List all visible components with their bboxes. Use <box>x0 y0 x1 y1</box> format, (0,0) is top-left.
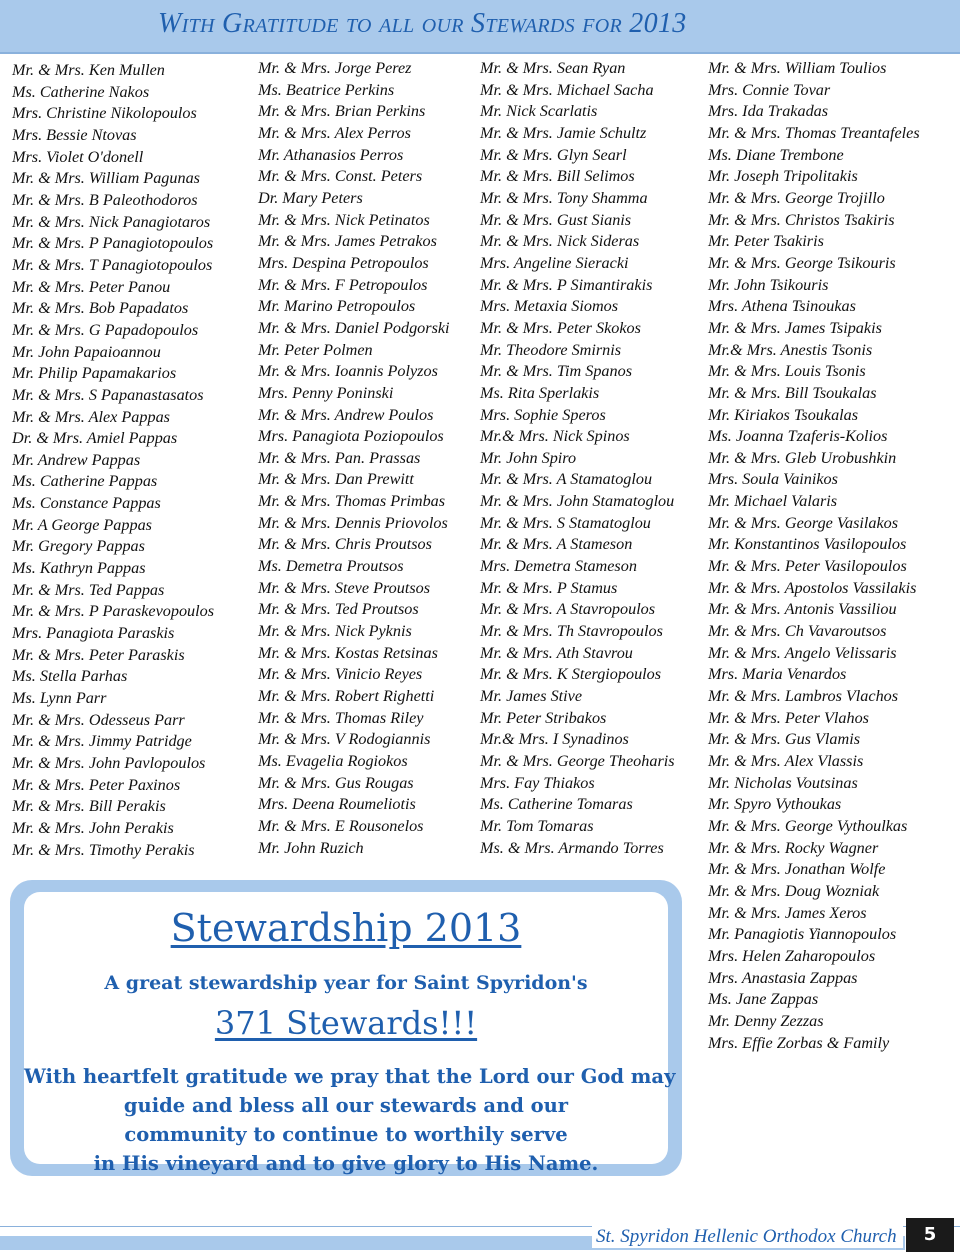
steward-name: Mr. & Mrs. Ath Stavrou <box>480 643 633 662</box>
steward-name: Mr. Joseph Tripolitakis <box>708 167 858 186</box>
steward-name: Mr. & Mrs. James Xeros <box>708 903 867 922</box>
steward-name: Ms. Catherine Pappas <box>12 472 158 491</box>
steward-name: Ms. Catherine Nakos <box>12 82 150 101</box>
steward-name: Mr. Athanasios Perros <box>258 145 404 164</box>
steward-name: Mr. & Mrs. T Panagiotopoulos <box>12 255 213 274</box>
steward-name: Mrs. Metaxia Siomos <box>480 297 619 316</box>
steward-name: Ms. Catherine Tomaras <box>480 795 633 814</box>
steward-name: Mr. & Mrs. Doug Wozniak <box>708 881 880 900</box>
steward-name: Mr. John Tsikouris <box>708 275 829 294</box>
steward-name: Mr. & Mrs. Bill Selimos <box>480 167 635 186</box>
steward-name: Mr. & Mrs. P Stamus <box>480 578 618 597</box>
steward-name: Mr. & Mrs. George Theoharis <box>480 752 675 770</box>
steward-name: Mr. John Papaioannou <box>12 342 161 361</box>
steward-name: Mr. John Ruzich <box>258 838 364 857</box>
steward-name: Mr. & Mrs. V Rodogiannis <box>258 730 431 749</box>
steward-name: Mrs. Effie Zorbas & Family <box>708 1033 890 1052</box>
steward-name: Mr. & Mrs. Vinicio Reyes <box>258 665 423 684</box>
steward-name: Mrs. Despina Petropoulos <box>258 253 429 272</box>
stewardship-callout-inner <box>24 892 676 1175</box>
steward-name: Mr. & Mrs. P Panagiotopoulos <box>12 234 214 253</box>
gratitude-line: guide and bless all our stewards and our <box>123 1094 569 1117</box>
steward-name: Ms. Rita Sperlakis <box>480 383 600 402</box>
steward-name: Mr.& Mrs. Anestis Tsonis <box>708 340 873 359</box>
steward-name: Mr. & Mrs. James Tsipakis <box>708 318 882 337</box>
steward-name: Mr. & Mrs. Gust Sianis <box>480 210 632 229</box>
steward-name: Mr. & Mrs. A Stamatoglou <box>480 470 653 489</box>
steward-name: Mr. & Mrs. Nick Sideras <box>480 232 640 251</box>
steward-name: Mr. & Mrs. Nick Petinatos <box>258 210 430 229</box>
steward-name: Mr. & Mrs. Const. Peters <box>258 167 423 186</box>
steward-name: Mr. & Mrs. Thomas Riley <box>258 708 424 727</box>
footer-church-name: St. Spyridon Hellenic Orthodox Church <box>592 1226 903 1248</box>
gratitude-line: With heartfelt gratitude we pray that the Lord our God may <box>24 1065 676 1088</box>
steward-name: Mr. & Mrs. Peter Panou <box>12 277 171 296</box>
steward-name: Ms. Demetra Proutsos <box>258 557 404 576</box>
steward-name: Mrs. Athena Tsinoukas <box>708 297 856 316</box>
steward-name: Mr. Peter Stribakos <box>480 708 607 727</box>
steward-name: Mr. & Mrs. Bill Tsoukalas <box>708 383 877 402</box>
steward-name: Mr. & Mrs. William Toulios <box>708 59 887 77</box>
steward-name: Mr. & Mrs. Jorge Perez <box>258 59 412 77</box>
steward-name: Mr. & Mrs. Nick Pyknis <box>258 622 412 641</box>
steward-name: Mrs. Fay Thiakos <box>480 773 595 792</box>
steward-name: Mrs. Angeline Sieracki <box>480 253 629 272</box>
steward-name: Mr. & Mrs. Gleb Urobushkin <box>708 448 897 467</box>
steward-name: Ms. Kathryn Pappas <box>12 559 146 578</box>
steward-name: Mrs. Christine Nikolopoulos <box>12 104 197 123</box>
steward-name: Mr. Andrew Pappas <box>12 450 141 469</box>
steward-name: Mr. & Mrs. Tony Shamma <box>480 188 648 207</box>
steward-name: Mr. & Mrs. Andrew Poulos <box>258 405 434 424</box>
steward-name: Mr. & Mrs. Brian Perkins <box>258 102 426 121</box>
steward-name: Mr. Peter Tsakiris <box>708 232 824 251</box>
steward-name: Mr. & Mrs. Thomas Treantafeles <box>708 123 920 142</box>
steward-name: Mr. & Mrs. Ted Pappas <box>12 580 165 599</box>
steward-name: Mr. & Mrs. Dennis Priovolos <box>258 513 448 532</box>
steward-name: Mr. & Mrs. Ch Vavaroutsos <box>708 622 887 641</box>
steward-name: Mr. & Mrs. Th Stavropoulos <box>480 622 663 641</box>
steward-name: Mr. & Mrs. Steve Proutsos <box>258 578 431 597</box>
steward-name: Mr. & Mrs. William Pagunas <box>12 169 200 188</box>
steward-name: Mr. & Mrs. Nick Panagiotaros <box>12 212 211 231</box>
steward-name: Mr. & Mrs. George Tsikouris <box>708 253 896 272</box>
steward-name: Mr. & Mrs. S Stamatoglou <box>480 513 651 532</box>
steward-name: Mr. & Mrs. Pan. Prassas <box>258 448 421 467</box>
steward-name: Mr. & Mrs. George Trojillo <box>708 188 885 207</box>
steward-name: Mr. & Mrs. A Stameson <box>480 535 633 554</box>
steward-name: Mr. & Mrs. E Rousonelos <box>258 816 424 835</box>
steward-name: Mr. & Mrs. Alex Pappas <box>12 407 170 426</box>
steward-name: Mr. Gregory Pappas <box>12 537 145 556</box>
page-title: With Gratitude to all our Stewards for 2013 <box>158 8 687 39</box>
steward-name: Mrs. Bessie Ntovas <box>12 125 137 144</box>
steward-name: Mr. & Mrs. Peter Vlahos <box>708 708 869 727</box>
steward-name: Mr. Spyro Vythoukas <box>708 795 842 814</box>
steward-name: Mr. & Mrs. Rocky Wagner <box>708 838 879 857</box>
steward-name: Mr. & Mrs. Kostas Retsinas <box>258 643 438 662</box>
steward-name: Mr.& Mrs. Nick Spinos <box>480 427 630 446</box>
steward-name: Ms. Joanna Tzaferis-Kolios <box>708 427 888 446</box>
steward-name: Mrs. Sophie Speros <box>480 405 606 424</box>
steward-name: Mr. & Mrs. G Papadopoulos <box>12 320 199 339</box>
steward-name: Mrs. Maria Venardos <box>708 665 847 684</box>
steward-name: Mr. & Mrs. Peter Paxinos <box>12 775 181 794</box>
steward-name: Mr. & Mrs. Ken Mullen <box>12 61 165 79</box>
steward-name: Mr. & Mrs. Jonathan Wolfe <box>708 860 886 879</box>
steward-name: Mr. & Mrs. Jamie Schultz <box>480 123 647 142</box>
gratitude-line: community to continue to worthily serve <box>124 1123 568 1146</box>
steward-name: Ms. Evagelia Rogiokos <box>258 752 408 770</box>
steward-name: Mr. & Mrs. Angelo Velissaris <box>708 643 897 662</box>
steward-name: Mr. & Mrs. P Paraskevopoulos <box>12 602 215 621</box>
steward-name: Mr. Panagiotis Yiannopoulos <box>708 925 897 944</box>
gratitude-message <box>24 1062 676 1178</box>
steward-name: Mr. & Mrs. A Stavropoulos <box>480 600 656 619</box>
steward-name: Mr. & Mrs. Antonis Vassiliou <box>708 600 897 619</box>
steward-name: Mrs. Anastasia Zappas <box>708 968 858 987</box>
steward-name: Mr. & Mrs. Ioannis Polyzos <box>258 362 438 381</box>
steward-name: Mr. Tom Tomaras <box>480 816 594 835</box>
steward-name: Mr. & Mrs. Thomas Primbas <box>258 492 446 511</box>
stewardship-callout <box>10 880 682 1176</box>
steward-name: Mrs. Helen Zaharopoulos <box>708 946 876 965</box>
steward-name: Ms. & Mrs. Armando Torres <box>480 838 664 857</box>
steward-name: Mr. & Mrs. Alex Perros <box>258 123 411 142</box>
steward-name: Mr. John Spiro <box>480 448 577 467</box>
steward-name: Mr. & Mrs. Bill Perakis <box>12 797 166 816</box>
steward-name: Mr. & Mrs. George Vasilakos <box>708 513 899 532</box>
steward-name: Mr. & Mrs. John Perakis <box>12 818 174 837</box>
steward-name: Mr. & Mrs. Alex Vlassis <box>708 752 864 770</box>
steward-name: Mr. Kiriakos Tsoukalas <box>708 405 859 424</box>
steward-name: Mr. & Mrs. Sean Ryan <box>480 59 626 77</box>
steward-name: Mr. & Mrs. B Paleothodoros <box>12 190 198 209</box>
steward-name: Mrs. Deena Roumeliotis <box>258 795 416 814</box>
steward-name: Mrs. Soula Vainikos <box>708 470 838 489</box>
steward-name: Mr. Denny Zezzas <box>708 1011 824 1030</box>
steward-column-2 <box>258 58 450 859</box>
steward-name: Dr. & Mrs. Amiel Pappas <box>12 429 178 448</box>
steward-name: Mr. & Mrs. Ted Proutsos <box>258 600 419 619</box>
steward-name: Mrs. Panagiota Paraskis <box>12 624 175 643</box>
steward-name: Ms. Lynn Parr <box>12 689 107 708</box>
steward-name: Mr. & Mrs. Odesseus Parr <box>12 710 185 729</box>
steward-name: Mrs. Penny Poninski <box>258 383 394 402</box>
steward-name: Mrs. Ida Trakadas <box>708 102 829 121</box>
steward-name: Mrs. Demetra Stameson <box>480 557 637 576</box>
steward-name: Mr. & Mrs. Gus Rougas <box>258 773 414 792</box>
steward-name: Mr. Theodore Smirnis <box>480 340 622 359</box>
steward-name: Mr. & Mrs. Jimmy Patridge <box>12 732 192 751</box>
steward-name: Mr. A George Pappas <box>12 515 152 534</box>
steward-name: Mr. & Mrs. Timothy Perakis <box>12 840 195 859</box>
steward-name: Mr. & Mrs. Tim Spanos <box>480 362 633 381</box>
stewardship-heading: Stewardship 2013 <box>170 906 522 950</box>
steward-name: Mr. & Mrs. George Vythoulkas <box>708 816 908 835</box>
steward-name: Mr. & Mrs. Peter Paraskis <box>12 645 185 664</box>
steward-name: Dr. Mary Peters <box>258 188 363 207</box>
steward-name: Mrs. Panagiota Poziopoulos <box>258 427 444 446</box>
steward-name: Mr. & Mrs. Lambros Vlachos <box>708 687 899 706</box>
stewardship-subheading: A great stewardship year for Saint Spyridon's <box>104 972 588 994</box>
steward-name: Ms. Constance Pappas <box>12 494 161 513</box>
steward-name: Mr. & Mrs. Dan Prewitt <box>258 470 414 489</box>
steward-name: Ms. Diane Trembone <box>708 145 844 164</box>
steward-name: Mr. Michael Valaris <box>708 492 838 511</box>
steward-name: Mr. & Mrs. Gus Vlamis <box>708 730 860 749</box>
steward-name: Mr. & Mrs. Apostolos Vassilakis <box>708 578 917 597</box>
steward-name: Mr. Marino Petropoulos <box>258 297 416 316</box>
steward-name: Mr. Philip Papamakarios <box>12 364 177 383</box>
steward-column-3 <box>480 58 675 859</box>
steward-name: Mrs. Violet O'donell <box>12 147 144 166</box>
steward-name: Mr. Nick Scarlatis <box>480 102 598 121</box>
gratitude-line: in His vineyard and to give glory to His Name. <box>93 1152 599 1175</box>
steward-name: Mr. Nicholas Voutsinas <box>708 773 858 792</box>
steward-name: Ms. Stella Parhas <box>12 667 128 686</box>
steward-name: Mr. & Mrs. P Simantirakis <box>480 275 653 294</box>
steward-name: Mr. & Mrs. Robert Righetti <box>258 687 435 706</box>
page-number: 5 <box>906 1218 954 1252</box>
steward-name: Mr. & Mrs. Louis Tsonis <box>708 362 866 381</box>
steward-name: Mr. & Mrs. John Pavlopoulos <box>12 754 206 772</box>
steward-name: Mr. & Mrs. Bob Papadatos <box>12 299 189 318</box>
steward-name: Mr. & Mrs. James Petrakos <box>258 232 437 251</box>
steward-name: Mr. Konstantinos Vasilopoulos <box>708 535 907 554</box>
steward-name: Mr. & Mrs. Peter Vasilopoulos <box>708 557 907 576</box>
steward-name: Mrs. Connie Tovar <box>708 80 831 99</box>
steward-name: Mr. Peter Polmen <box>258 340 373 359</box>
steward-name: Mr. & Mrs. S Papanastasatos <box>12 385 204 404</box>
steward-name: Mr. & Mrs. Peter Skokos <box>480 318 641 337</box>
steward-name: Mr. & Mrs. Daniel Podgorski <box>258 318 450 337</box>
steward-name: Mr. & Mrs. Chris Proutsos <box>258 535 432 554</box>
steward-name: Mr.& Mrs. I Synadinos <box>480 730 629 749</box>
steward-name: Mr. & Mrs. Michael Sacha <box>480 80 654 99</box>
steward-name: Mr. James Stive <box>480 687 583 706</box>
steward-name: Ms. Beatrice Perkins <box>258 80 395 99</box>
steward-name: Mr. & Mrs. K Stergiopoulos <box>480 665 662 684</box>
steward-name: Mr. & Mrs. John Stamatoglou <box>480 492 675 511</box>
steward-name: Mr. & Mrs. F Petropoulos <box>258 275 428 294</box>
steward-name: Mr. & Mrs. Glyn Searl <box>480 145 627 164</box>
steward-column-1 <box>12 60 214 861</box>
steward-name: Ms. Jane Zappas <box>708 990 819 1009</box>
steward-name: Mr. & Mrs. Christos Tsakiris <box>708 210 895 229</box>
steward-count: 371 Stewards!!! <box>214 1004 478 1042</box>
steward-column-4 <box>708 58 920 1054</box>
